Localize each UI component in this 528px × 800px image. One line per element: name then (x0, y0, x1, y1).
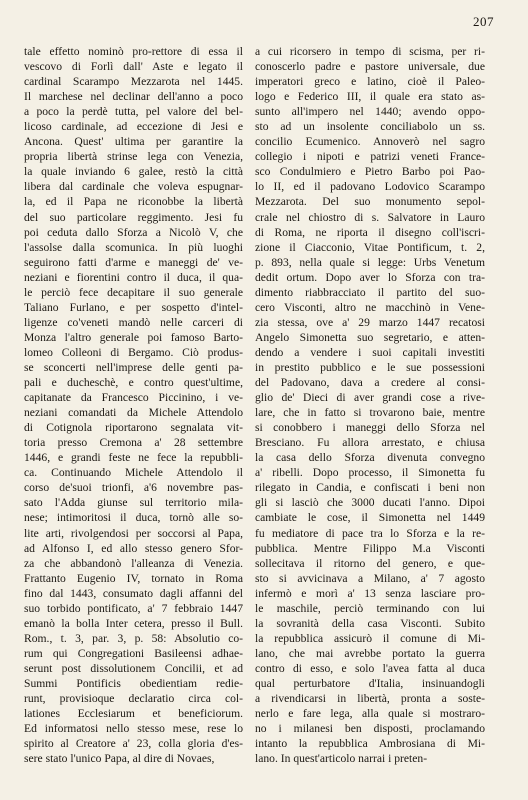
text-line: dedit ortum. Dopo aver lo Sforza con tra- (255, 270, 485, 284)
text-line: lano, che mai avrebbe portato la guerra (255, 646, 485, 660)
text-line: lano. In quest'articolo narrai i preten- (255, 752, 428, 766)
text-line: serunt post dissolutionem Concilii, et ad (24, 661, 243, 675)
text-line: capitanate da Francesco Piccinino, i ve- (24, 391, 243, 405)
text-line: zia stessa, ove a' 29 marzo 1447 recatosi (255, 315, 485, 329)
column-gutter (243, 40, 244, 780)
text-line: Bresciano. Fu allora arrestato, e chiusa (255, 436, 485, 450)
text-line: logo e Federico III, il quale era stato as- (255, 90, 485, 104)
text-line: collegio i nipoti e patrizi veneti France- (255, 150, 485, 164)
text-line: cambiate le cose, il Simonetta nel 1449 (255, 511, 485, 525)
text-line: cardinal Scarampo Mezzarota nel 1445. (24, 75, 243, 89)
text-line: crale nel chiostro di s. Salvatore in Lauro (255, 210, 485, 224)
text-line: a cui ricorsero in tempo di scisma, per ri- (255, 45, 485, 58)
text-line: ca. Continuando Michele Attendolo il (24, 466, 243, 480)
text-line: Summi Pontificis obedientiam redie- (24, 676, 243, 690)
text-line: suo torbido pontificato, a' 7 febbraio 1447 (24, 601, 243, 615)
text-line: sollecitava il ritorno del genero, e que- (255, 556, 485, 570)
text-line: 1446, e grandi feste ne fece la repubbli- (24, 451, 243, 465)
text-line: dendo a vendere i suoi capitali investiti (255, 345, 485, 359)
text-line: toria presso Cremona a' 28 settembre (24, 436, 243, 450)
text-line: Monza l'altro generale poi famoso Barto- (24, 330, 243, 344)
text-line: vescovo di Forlì dall' Aste e legato il (24, 60, 243, 74)
text-line: la repubblica assicurò il comune di Mi- (255, 631, 485, 645)
text-line: lomeo Colleoni di Bergamo. Ciò produs- (24, 345, 243, 359)
text-line: contro di esso, e solo l'avea fatta al duca (255, 661, 485, 675)
text-line: pali e ducheschè, e contro quest'ultime, (24, 376, 243, 390)
text-line: ad Alfonso I, ed allo stesso genero Sfor- (24, 541, 243, 555)
text-line: poi ceduta dallo Sforza a Nicolò V, che (24, 225, 243, 239)
text-line: sunto all'impero nel 1440; avendo oppo- (255, 105, 485, 119)
text-line: libera dal cardinale che voleva espugnar- (24, 180, 243, 194)
text-line: del suo particolare reggimento. Jesi fu (24, 210, 243, 224)
text-line: Rom., t. 3, par. 3, p. 58: Absolutio co- (24, 631, 243, 645)
text-line: p. 893, nella quale si legge: Urbs Venetum (255, 255, 485, 269)
text-line: neziani e fiorentini contro il duca, il qua- (24, 270, 243, 284)
text-line: l'assolse dalla scomunica. In più luoghi (24, 240, 243, 254)
text-line: a poco la perdè tutta, pel valore del bel- (24, 105, 243, 119)
text-line: Taliano Furlano, e per sospetto d'intel- (24, 300, 243, 314)
text-line: zione il Ciacconio, Vitae Pontificum, t. 2, (255, 240, 485, 254)
text-line: qual perturbatore d'Italia, insinuandogli (255, 676, 485, 690)
text-line: la casa dello Sforza divenuta convegno (255, 451, 485, 465)
text-line: del Padovano, dava a credere al consi- (255, 376, 485, 390)
text-line: rum qui Congregationi Basileensi adhae- (24, 646, 243, 660)
text-line: pubblica. Mentre Filippo M.a Visconti (255, 541, 485, 555)
text-line: concilio Ecumenico. Annoverò nel sagro (255, 135, 485, 149)
text-line: glio de' Dieci di aver grandi cose a rive- (255, 391, 485, 405)
text-line: a rivendicarsi in libertà, pronta a soste- (255, 692, 485, 706)
text-line: di Roma, ne riporta il disegno coll'iscri- (255, 225, 485, 239)
text-line: Angelo Simonetta suo segretario, e atten- (255, 330, 485, 344)
text-line: tale effetto nominò pro-rettore di essa il (24, 45, 243, 58)
text-line: fu mediatore di pace tra lo Sforza e la re- (255, 526, 485, 540)
text-line: conoscerlo padre e pastore universale, due (255, 60, 485, 74)
text-line: si conobbero i maneggi dello Sforza nel (255, 421, 485, 435)
text-line: se sconcerti nell'imprese delle genti pa- (24, 360, 243, 374)
text-line: dimento riabbracciato il partito del suo- (255, 285, 485, 299)
text-line: sere stato l'unico Papa, al dire di Novaes, (24, 752, 215, 766)
text-line: le perciò fece decapitare il suo generale (24, 285, 243, 299)
left-text-column (24, 44, 243, 766)
page-number: 207 (473, 14, 494, 29)
text-line: ligenze co'veneti mandò nelle carceri di (24, 315, 243, 329)
text-line: nese; intimoritosi il duca, tornò alle so- (24, 511, 243, 525)
text-line: intanto la repubblica Ambrosiana di Mi- (255, 737, 485, 751)
text-line: spirito al Creatore a' 23, colla gloria d'es- (24, 737, 243, 751)
text-line: sato l'Adda giunse sul territorio mila- (24, 496, 243, 510)
text-line: emanò la bolla Inter cetera, presso il Bull. (24, 616, 243, 630)
text-line: di Cotignola riportarono segnalata vit- (24, 421, 243, 435)
text-line: no i milanesi ben disposti, proclamando (255, 722, 485, 736)
text-line: rilegato in Candia, e confiscati i beni non (255, 481, 485, 495)
text-line: propria libertà strinse lega con Venezia, (24, 150, 243, 164)
text-line: imperatori greco e latino, cioè il Paleo- (255, 75, 485, 89)
text-line: sco Condulmiero e Pietro Barbo poi Pao- (255, 165, 485, 179)
text-line: la, ed il Papa ne riconobbe la libertà (24, 195, 243, 209)
text-line: corso de'suoi trionfi, a'6 novembre pas- (24, 481, 243, 495)
text-line: licoso cardinale, ad eccezione di Jesi e (24, 120, 243, 134)
text-line: fino dal 1443, consumato dagli affanni del (24, 586, 243, 600)
text-line: Ed informatosi nello stesso mese, rese lo (24, 722, 243, 736)
text-line: lo II, ed il padovano Lodovico Scarampo (255, 180, 485, 194)
text-line: runt, provisioque declaratio circa col- (24, 692, 243, 706)
text-line: a' ribelli. Dopo processo, il Simonetta fu (255, 466, 485, 480)
text-line: gli si lasciò che 3000 ducati l'anno. Dipoi (255, 496, 485, 510)
text-line: la sovranità della casa Visconti. Subito (255, 616, 485, 630)
text-line: cero Visconti, altro ne macchinò in Vene- (255, 300, 485, 314)
text-line: Frattanto Eugenio IV, tornato in Roma (24, 571, 243, 585)
text-line: Ancona. Quest' ultima per garantire la (24, 135, 243, 149)
text-line: neziani comandati da Michele Attendolo (24, 406, 243, 420)
text-line: la quale inviando 6 galee, restò la città (24, 165, 243, 179)
text-line: sto si avvicinava a Milano, a' 7 agosto (255, 571, 485, 585)
text-line: lare, che in fatto si trovarono baie, mentre (255, 406, 485, 420)
text-line: za che abbandonò l'alleanza di Venezia. (24, 556, 243, 570)
right-text-column (255, 44, 485, 766)
text-line: lite arti, rivolgendosi per soccorsi al Papa, (24, 526, 243, 540)
text-line: Mezzarota. Del suo monumento sepol- (255, 195, 485, 209)
text-line: sto ad un insolente conciliabolo un ss. (255, 120, 485, 134)
text-line: in prestito pubblico e le sue possessioni (255, 360, 485, 374)
text-line: nerlo e fare lega, alla quale si mostraro- (255, 707, 485, 721)
text-line: le maschile, perciò terminando con lui (255, 601, 485, 615)
text-line: lationes Ecclesiarum et beneficiorum. (24, 707, 243, 721)
text-line: seguirono fatti d'arme e maneggi de' ve- (24, 255, 243, 269)
text-line: infermò e morì a' 13 senza lasciare pro- (255, 586, 485, 600)
text-line: Il marchese nel declinar dell'anno a poco (24, 90, 243, 104)
